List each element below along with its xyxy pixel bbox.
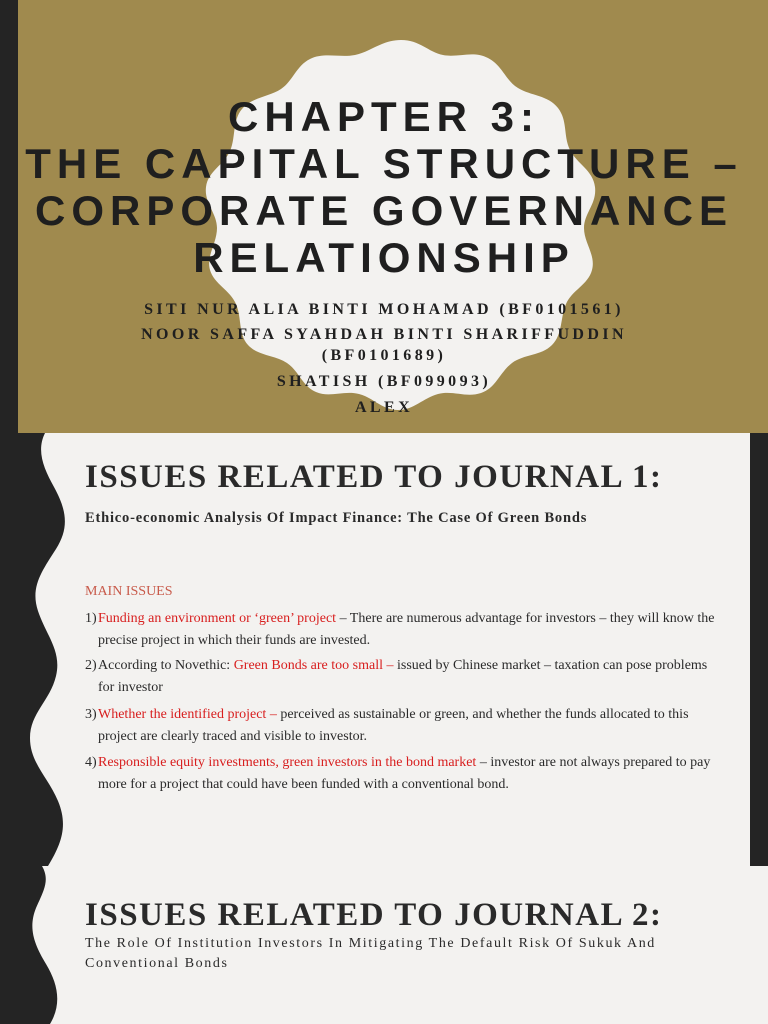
author-4: ALEX: [354, 399, 414, 416]
title-line-2: THE CAPITAL STRUCTURE –: [25, 140, 743, 187]
issue-item-1: [85, 608, 725, 651]
journal-2-slide: [0, 866, 768, 1024]
journal-2-heading: ISSUES RELATED TO JOURNAL 2:: [85, 897, 663, 933]
presentation-title: [18, 93, 768, 281]
title-slide: [0, 0, 768, 433]
author-2: NOOR SAFFA SYAHDAH BINTI SHARIFFUDDIN: [141, 326, 627, 343]
issue-highlight: Whether the identified project –: [98, 707, 281, 722]
issue-number: 4): [85, 755, 97, 770]
issue-item-3: [85, 704, 725, 747]
title-line-1: CHAPTER 3:: [227, 93, 541, 140]
author-3: SHATISH (BF099093): [276, 373, 492, 390]
journal-1-heading: ISSUES RELATED TO JOURNAL 1:: [85, 459, 663, 495]
issue-text: issued by Chinese market – taxation can pose problems for investor: [98, 658, 708, 695]
title-slide-background: [18, 0, 768, 433]
journal-2-subtitle: The Role Of Institution Investors In Mitigating The Default Risk Of Sukuk And Conventional Bonds: [85, 936, 656, 971]
issue-number: 3): [85, 707, 97, 722]
title-line-4: RELATIONSHIP: [193, 234, 575, 281]
main-issues-label: MAIN ISSUES: [85, 584, 173, 599]
journal-1-subtitle: Ethico-economic Analysis Of Impact Finance: The Case Of Green Bonds: [85, 510, 588, 526]
author-2-id: (BF0101689): [321, 347, 447, 364]
issue-highlight: Responsible equity investments, green investors in the bond market: [98, 755, 477, 770]
issue-text: perceived as sustainable or green, and whether the funds allocated to this project are clearly traced and visible to investor.: [98, 707, 689, 744]
issue-text: – There are numerous advantage for investors – they will know the precise project in which their funds are invested.: [98, 611, 715, 648]
title-line-3: CORPORATE GOVERNANCE: [35, 187, 733, 234]
issue-highlight: Funding an environment or ‘green’ project: [98, 611, 337, 626]
issue-text: – investor are not always prepared to pay more for a project that could have been funded with a conventional bond.: [98, 755, 711, 792]
journal-1-slide: [0, 433, 768, 866]
issue-number: 2): [85, 658, 97, 673]
author-list: [18, 299, 768, 418]
issue-item-2: [85, 655, 725, 698]
author-1: SITI NUR ALIA BINTI MOHAMAD (BF0101561): [144, 301, 624, 318]
issue-highlight: Green Bonds are too small –: [233, 658, 397, 673]
issue-number: 1): [85, 611, 97, 626]
issue-prefix: According to Novethic:: [98, 658, 234, 673]
issue-item-4: [85, 752, 725, 795]
